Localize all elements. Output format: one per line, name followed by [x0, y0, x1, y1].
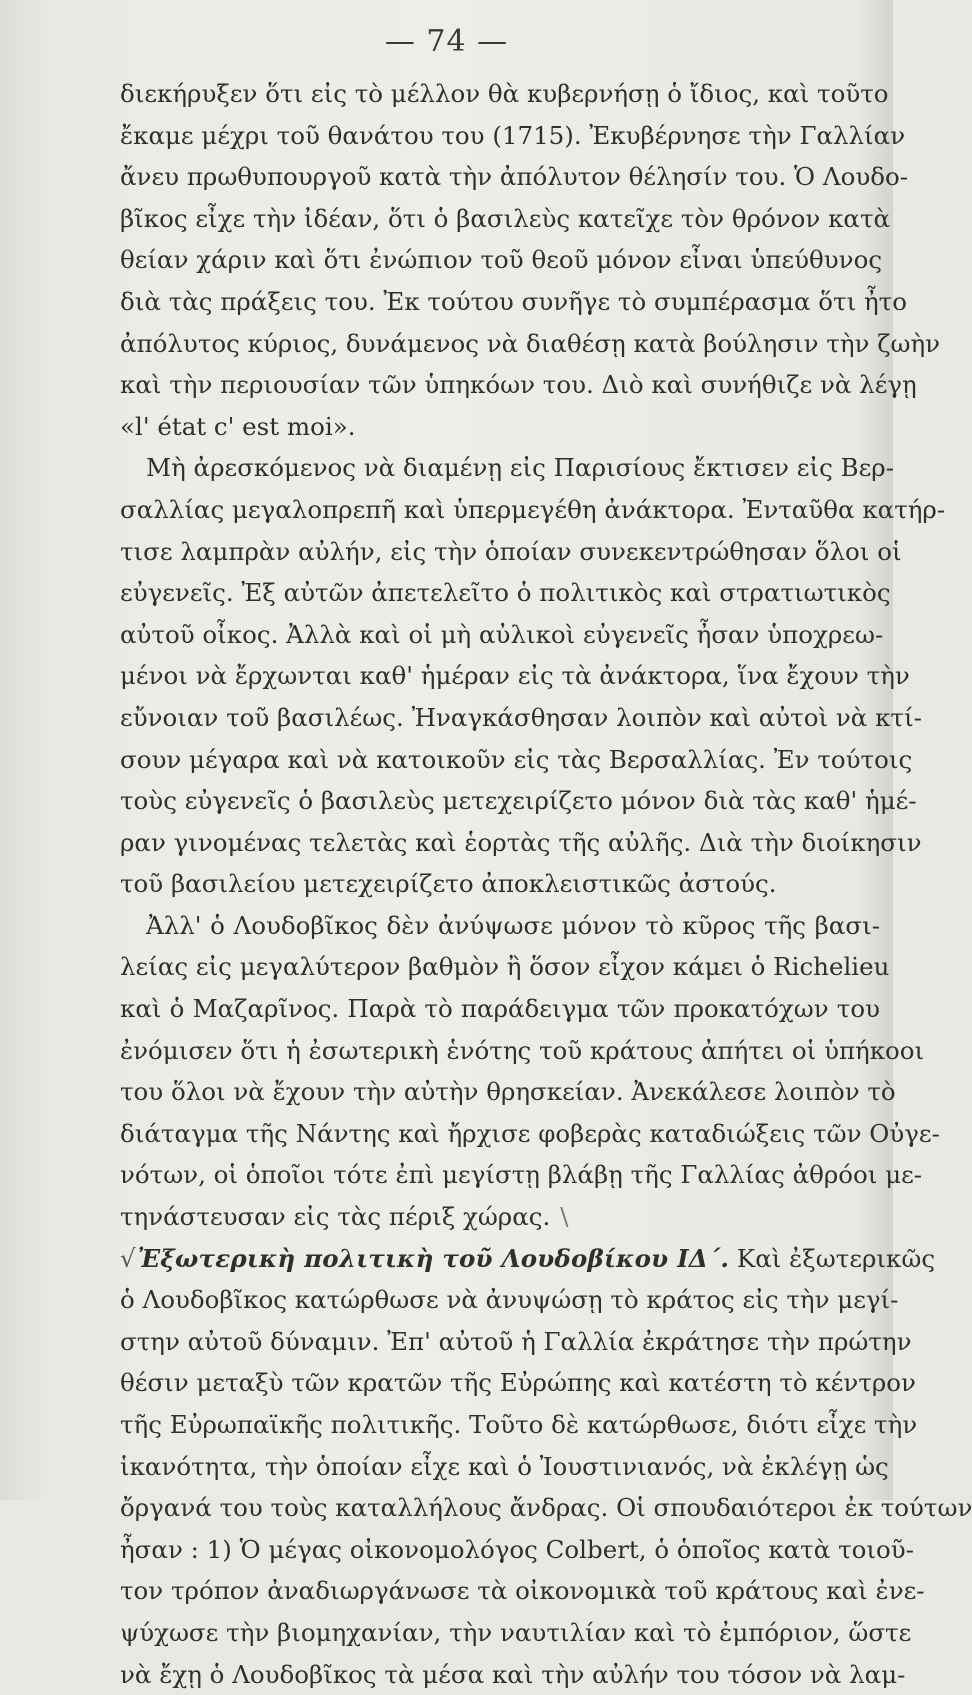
check-mark: \ — [560, 1202, 569, 1232]
text-line: ἔκαμε μέχρι τοῦ θανάτου του (1715). Ἐκυβέρνησε τὴν Γαλλίαν — [120, 120, 906, 150]
text-line: καὶ ὁ Μαζαρῖνος. Παρὰ τὸ παράδειγμα τῶν προκατόχων του — [120, 994, 880, 1024]
text-line: τισε λαμπρὰν αὐλήν, εἰς τὴν ὁποίαν συνεκεντρώθησαν ὅλοι οἱ — [120, 536, 902, 566]
text-line: ὄργανά του τοὺς καταλλήλους ἄνδρας. Οἱ σπουδαιότεροι ἐκ τούτων — [120, 1493, 972, 1523]
text-line: διάταγμα τῆς Νάντης καὶ ἤρχισε φοβερὰς καταδιώξεις τῶν Οὐγε- — [120, 1118, 940, 1148]
text-line — [120, 1196, 880, 1238]
text-line: θέσιν μεταξὺ τῶν κρατῶν τῆς Εὐρώπης καὶ κατέστη τὸ κέντρον — [120, 1368, 916, 1398]
text-line: λείας εἰς μεγαλύτερον βαθμὸν ἢ ὅσον εἶχον κάμει ὁ Richelieu — [120, 952, 890, 982]
text-line: ὁ Λουδοβῖκος κατώρθωσε νὰ ἀνυψώσῃ τὸ κράτος εἰς τὴν μεγί- — [120, 1285, 899, 1315]
text-line: ἀπόλυτος κύριος, δυνάμενος νὰ διαθέσῃ κατὰ βούλησιν τὴν ζωὴν — [120, 328, 941, 358]
text-line: θείαν χάριν καὶ ὅτι ἐνώπιον τοῦ θεοῦ μόνον εἶναι ὑπεύθυνος — [120, 245, 883, 275]
text-line: καὶ τὴν περιουσίαν τῶν ὑπηκόων του. Διὸ καὶ συνήθιζε νὰ λέγῃ — [120, 370, 917, 400]
text-line: νότων, οἱ ὁποῖοι τότε ἐπὶ μεγίστῃ βλάβῃ τῆς Γαλλίας ἀθρόοι με- — [120, 1160, 923, 1190]
text-line: του ὅλοι νὰ ἔχουν τὴν αὐτὴν θρησκείαν. Ἀνεκάλεσε λοιπὸν τὸ — [120, 1077, 896, 1107]
section-heading-line — [120, 1238, 936, 1280]
text-line-content: τηνάστευσαν εἰς τὰς πέριξ χώρας. — [120, 1202, 551, 1232]
text-line: σουν μέγαρα καὶ νὰ κατοικοῦν εἰς τὰς Βερσαλλίας. Ἐν τούτοις — [120, 744, 913, 774]
text-line: αὐτοῦ οἶκος. Ἀλλὰ καὶ οἱ μὴ αὐλικοὶ εὐγενεῖς ἦσαν ὑποχρεω- — [120, 619, 884, 649]
text-line: «l' état c' est moi». — [120, 411, 356, 441]
section-heading: Ἐξωτερικὴ πολιτικὴ τοῦ Λουδοβίκου ΙΔ΄. — [137, 1243, 730, 1273]
heading-line-continuation: Καὶ ἐξωτερικῶς — [736, 1243, 936, 1273]
body-text — [120, 73, 972, 1695]
text-line: εὔνοιαν τοῦ βασιλέως. Ἠναγκάσθησαν λοιπὸν καὶ αὐτοὶ νὰ κτί- — [120, 702, 922, 732]
text-line: διὰ τὰς πράξεις του. Ἐκ τούτου συνῆγε τὸ συμπέρασμα ὅτι ἦτο — [120, 286, 907, 316]
text-line: ἐνόμισεν ὅτι ἡ ἐσωτερικὴ ἑνότης τοῦ κράτους ἀπήτει οἱ ὑπήκοοι — [120, 1035, 925, 1065]
text-line: τοῦ βασιλείου μετεχειρίζετο ἀποκλειστικῶς ἀστούς. — [120, 869, 777, 899]
text-line: μένοι νὰ ἔρχωνται καθ' ἡμέραν εἰς τὰ ἀνάκτορα, ἵνα ἔχουν τὴν — [120, 661, 910, 691]
text-line: βῖκος εἶχε τὴν ἰδέαν, ὅτι ὁ βασιλεὺς κατεῖχε τὸν θρόνον κατὰ — [120, 203, 891, 233]
handwritten-check-mark: √ — [120, 1243, 136, 1273]
text-line: ἄνευ πρωθυπουργοῦ κατὰ τὴν ἀπόλυτον θέλησίν του. Ὁ Λουδο- — [120, 162, 909, 192]
text-line: Μὴ ἀρεσκόμενος νὰ διαμένῃ εἰς Παρισίους ἔκτισεν εἰς Βερ- — [146, 453, 894, 483]
text-line: Ἀλλ' ὁ Λουδοβῖκος δὲν ἀνύψωσε μόνον τὸ κῦρος τῆς βασι- — [146, 910, 880, 940]
page-number: — 74 — — [384, 24, 509, 59]
text-line: διεκήρυξεν ὅτι εἰς τὸ μέλλον θὰ κυβερνήσῃ ὁ ἴδιος, καὶ τοῦτο — [120, 79, 889, 108]
text-line: στην αὐτοῦ δύναμιν. Ἐπ' αὐτοῦ ἡ Γαλλία ἐκράτησε τὴν πρώτην — [120, 1326, 912, 1356]
text-line: ραν γινομένας τελετὰς καὶ ἑορτὰς τῆς αὐλῆς. Διὰ τὴν διοίκησιν — [120, 827, 922, 857]
text-line: ἱκανότητα, τὴν ὁποίαν εἶχε καὶ ὁ Ἰουστινιανός, νὰ ἐκλέγῃ ὡς — [120, 1451, 889, 1481]
text-line: σαλλίας μεγαλοπρεπῆ καὶ ὑπερμεγέθη ἀνάκτορα. Ἐνταῦθα κατήρ- — [120, 494, 946, 524]
text-line: νὰ ἔχῃ ὁ Λουδοβῖκος τὰ μέσα καὶ τὴν αὐλήν του τόσον νὰ λαμ- — [120, 1659, 906, 1689]
text-line: ἦσαν : 1) Ὁ μέγας οἰκονομολόγος Colbert, ὁ ὁποῖος κατὰ τοιοῦ- — [120, 1534, 914, 1564]
text-line: τοὺς εὐγενεῖς ὁ βασιλεὺς μετεχειρίζετο μόνον διὰ τὰς καθ' ἡμέ- — [120, 786, 917, 816]
text-line: εὐγενεῖς. Ἐξ αὐτῶν ἀπετελεῖτο ὁ πολιτικὸς καὶ στρατιωτικὸς — [120, 578, 891, 608]
text-line: τον τρόπον ἀναδιωργάνωσε τὰ οἰκονομικὰ τοῦ κράτους καὶ ἐνε- — [120, 1576, 925, 1606]
text-line: ψύχωσε τὴν βιομηχανίαν, τὴν ναυτιλίαν καὶ τὸ ἐμπόριον, ὥστε — [120, 1617, 912, 1647]
text-line: τῆς Εὐρωπαϊκῆς πολιτικῆς. Τοῦτο δὲ κατώρθωσε, διότι εἶχε τὴν — [120, 1410, 918, 1439]
